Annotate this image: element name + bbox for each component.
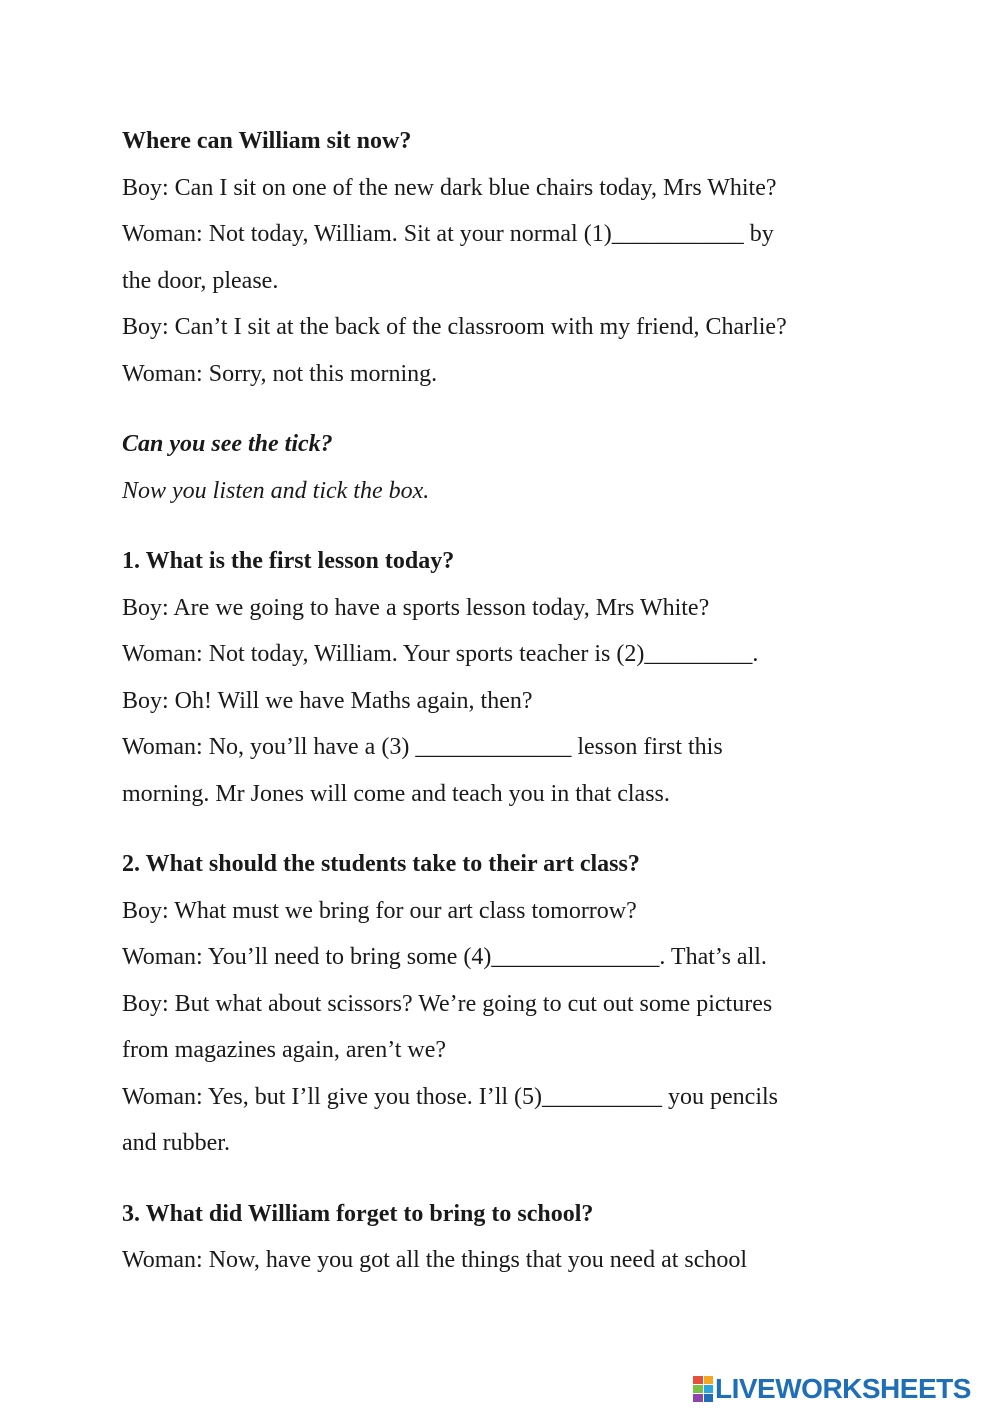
section-heading: Where can William sit now? bbox=[122, 128, 412, 154]
section-question-2 bbox=[122, 841, 882, 1167]
section-spacer bbox=[122, 1167, 882, 1191]
logo-block bbox=[704, 1376, 714, 1384]
dialogue-line: Woman: Now, have you got all the things that you need at school bbox=[122, 1247, 748, 1273]
dialogue-line: Boy: Can’t I sit at the back of the classroom with my friend, Charlie? bbox=[122, 314, 787, 340]
section-heading: Can you see the tick? bbox=[122, 431, 333, 457]
section-instructions bbox=[122, 421, 882, 514]
question-heading: 2. What should the students take to their art class? bbox=[122, 851, 640, 877]
worksheet-content bbox=[122, 118, 882, 1284]
instruction-line: Now you listen and tick the box. bbox=[122, 477, 430, 504]
dialogue-line: morning. Mr Jones will come and teach you in that class. bbox=[122, 780, 670, 807]
dialogue-line: Woman: Not today, William. Your sports teacher is (2)_________. bbox=[122, 641, 759, 667]
dialogue-line: Boy: Are we going to have a sports lesson today, Mrs White? bbox=[122, 594, 710, 621]
dialogue-line: and rubber. bbox=[122, 1130, 230, 1156]
dialogue-line: Woman: Not today, William. Sit at your normal (1)___________ by bbox=[122, 221, 774, 247]
question-heading: 3. What did William forget to bring to school? bbox=[122, 1200, 594, 1227]
dialogue-line: Woman: No, you’ll have a (3) _____________ lesson first this bbox=[122, 734, 723, 760]
liveworksheets-logo bbox=[693, 1374, 971, 1404]
logo-block bbox=[704, 1385, 714, 1393]
question-heading: 1. What is the first lesson today? bbox=[122, 548, 455, 574]
logo-block bbox=[693, 1376, 703, 1384]
logo-mark-icon bbox=[693, 1376, 713, 1402]
dialogue-line: Woman: Yes, but I’ll give you those. I’ll (5)__________ you pencils bbox=[122, 1083, 779, 1110]
dialogue-line: Boy: What must we bring for our art class tomorrow? bbox=[122, 897, 637, 924]
dialogue-line: Boy: Oh! Will we have Maths again, then? bbox=[122, 687, 533, 714]
section-spacer bbox=[122, 817, 882, 841]
dialogue-line: the door, please. bbox=[122, 267, 279, 294]
dialogue-line: from magazines again, aren’t we? bbox=[122, 1037, 447, 1063]
section-question-3 bbox=[122, 1191, 882, 1284]
dialogue-line: Woman: You’ll need to bring some (4)______________. That’s all. bbox=[122, 944, 767, 970]
dialogue-line: Boy: But what about scissors? We’re going to cut out some pictures bbox=[122, 990, 773, 1017]
section-spacer bbox=[122, 397, 882, 421]
logo-block bbox=[693, 1385, 703, 1393]
section-where-can-william-sit bbox=[122, 118, 882, 397]
section-spacer bbox=[122, 514, 882, 538]
dialogue-line: Woman: Sorry, not this morning. bbox=[122, 360, 438, 387]
logo-block bbox=[704, 1394, 714, 1402]
section-question-1 bbox=[122, 538, 882, 817]
dialogue-line: Boy: Can I sit on one of the new dark blue chairs today, Mrs White? bbox=[122, 174, 777, 201]
logo-text: LIVEWORKSHEETS bbox=[715, 1373, 971, 1404]
logo-block bbox=[693, 1394, 703, 1402]
